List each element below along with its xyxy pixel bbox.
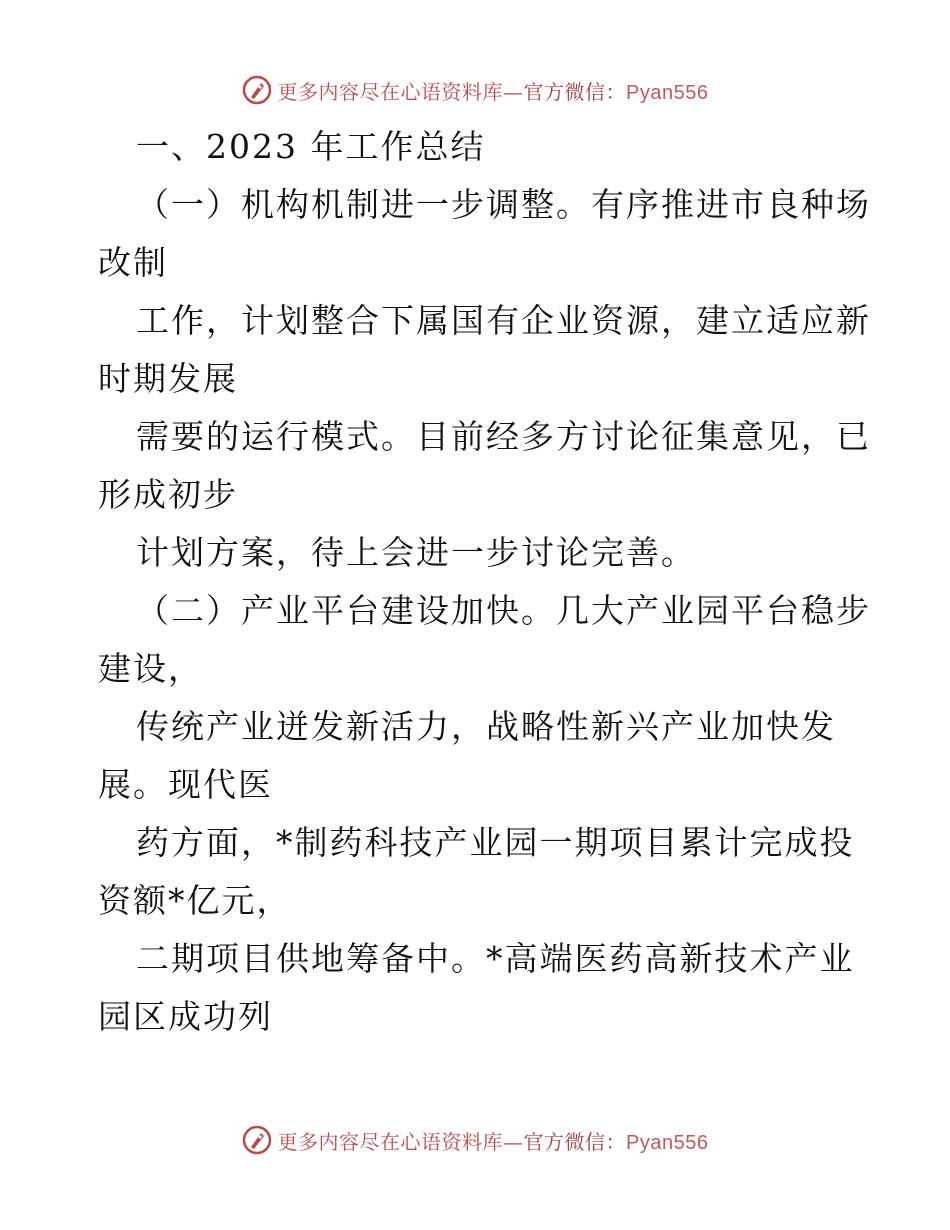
- wechat-id: Pyan556: [626, 1131, 709, 1154]
- paragraph-line: 资额*亿元，: [98, 881, 292, 920]
- paragraph-line: （二）产业平台建设加快。几大产业园平台稳步: [136, 591, 871, 630]
- section-heading: 一、2023 年工作总结: [136, 127, 486, 166]
- paragraph-line: 建设，: [98, 649, 203, 688]
- paragraph-line: 传统产业迸发新活力，战略性新兴产业加快发: [136, 707, 836, 746]
- header-banner: [0, 70, 950, 110]
- paragraph-line: 形成初步: [98, 475, 238, 514]
- fountain-pen-logo-icon: [242, 1125, 272, 1155]
- fountain-pen-logo-icon: [242, 75, 272, 105]
- footer-banner-text: 更多内容尽在心语资料库—官方微信：Pyan556: [277, 1129, 709, 1154]
- paragraph-line: 展。现代医: [98, 765, 273, 804]
- paragraph-line: 需要的运行模式。目前经多方讨论征集意见，已: [136, 417, 871, 456]
- paragraph-line: 药方面，*制药科技产业园一期项目累计完成投: [136, 823, 855, 862]
- paragraph-line: 计划方案，待上会进一步讨论完善。: [136, 533, 696, 572]
- header-banner-text: 更多内容尽在心语资料库—官方微信：Pyan556: [277, 79, 709, 104]
- document-body: [98, 118, 871, 1046]
- paragraph-line: （一）机构机制进一步调整。有序推进市良种场: [136, 185, 871, 224]
- paragraph-line: 二期项目供地筹备中。*高端医药高新技术产业: [136, 939, 855, 978]
- paragraph-line: 工作，计划整合下属国有企业资源，建立适应新: [136, 301, 871, 340]
- wechat-id: Pyan556: [626, 81, 709, 104]
- paragraph-line: 园区成功列: [98, 997, 273, 1036]
- footer-banner: [0, 1120, 950, 1160]
- paragraph-line: 改制: [98, 243, 168, 282]
- paragraph-line: 时期发展: [98, 359, 238, 398]
